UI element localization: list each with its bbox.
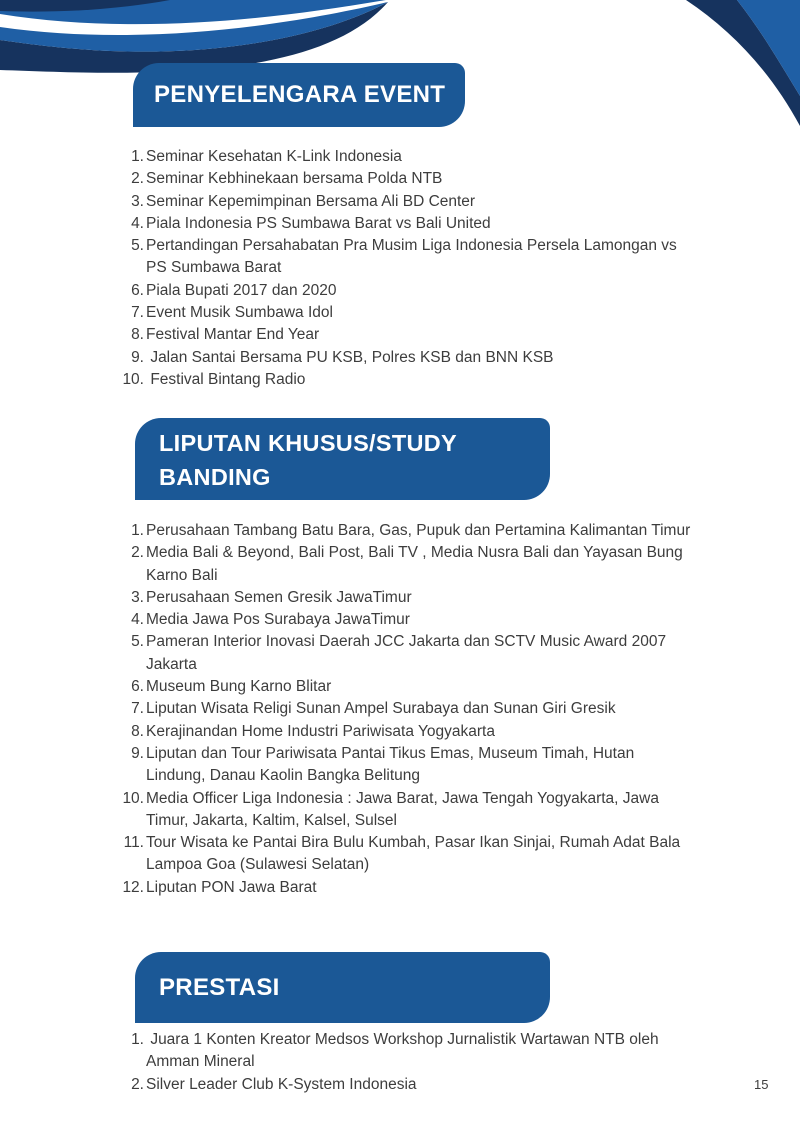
list-item — [115, 280, 697, 302]
item-text: Event Musik Sumbawa Idol — [146, 304, 333, 322]
item-number: 4. — [131, 611, 144, 629]
item-number: 2. — [131, 544, 144, 562]
item-text: Festival Mantar End Year — [146, 326, 320, 344]
list-item — [115, 302, 697, 324]
list-item — [115, 788, 697, 833]
list-item — [115, 1074, 697, 1096]
item-text: Seminar Kebhinekaan bersama Polda NTB — [146, 170, 443, 188]
list-item — [115, 743, 697, 788]
item-number: 8. — [131, 326, 144, 344]
item-number: 7. — [131, 304, 144, 322]
item-number: 3. — [131, 588, 144, 606]
section-title: PRESTASI — [159, 973, 280, 1001]
item-text: Media Officer Liga Indonesia : Jawa Barat, Jawa Tengah Yogyakarta, Jawa Timur, Jakarta, Kaltim, Kalsel, Sulsel — [146, 789, 663, 829]
section-title: LIPUTAN KHUSUS/STUDY BANDING — [159, 430, 457, 490]
liputan-list — [115, 520, 697, 899]
list-item — [115, 832, 697, 877]
item-number: 1. — [131, 148, 144, 165]
list-item — [115, 587, 697, 609]
list-item — [115, 520, 697, 542]
list-item — [115, 168, 697, 190]
item-number: 3. — [131, 192, 144, 210]
item-text: Jalan Santai Bersama PU KSB, Polres KSB dan BNN KSB — [146, 348, 554, 366]
section-header-prestasi — [135, 952, 550, 1023]
item-text: Seminar Kesehatan K-Link Indonesia — [146, 148, 402, 165]
list-item — [115, 542, 697, 587]
list-item — [115, 721, 697, 743]
item-number: 4. — [131, 214, 144, 232]
list-item — [115, 324, 697, 346]
item-text: Pertandingan Persahabatan Pra Musim Liga Indonesia Persela Lamongan vs PS Sumbawa Barat — [146, 237, 682, 277]
list-item — [115, 631, 697, 676]
section-header-liputan-khusus — [135, 418, 550, 500]
list-item — [115, 146, 697, 168]
item-text: Seminar Kepemimpinan Bersama Ali BD Center — [146, 192, 476, 210]
list-item — [115, 369, 697, 391]
item-text: Media Bali & Beyond, Bali Post, Bali TV , Media Nusra Bali dan Yayasan Bung Karno Bali — [146, 544, 688, 584]
list-item — [115, 676, 697, 698]
item-text: Liputan PON Jawa Barat — [146, 878, 317, 896]
item-number: 5. — [131, 237, 144, 255]
list-item — [115, 191, 697, 213]
item-number: 6. — [131, 281, 144, 299]
item-text: Silver Leader Club K-System Indonesia — [146, 1075, 417, 1093]
item-text: Tour Wisata ke Pantai Bira Bulu Kumbah, Pasar Ikan Sinjai, Rumah Adat Bala Lampoa Goa (Sulawesi Selatan) — [146, 834, 685, 874]
list-item — [115, 698, 697, 720]
item-text: Liputan Wisata Religi Sunan Ampel Surabaya dan Sunan Giri Gresik — [146, 700, 616, 718]
item-number: 5. — [131, 633, 144, 651]
item-number: 10. — [122, 370, 144, 388]
event-list — [115, 146, 697, 391]
item-text: Liputan dan Tour Pariwisata Pantai Tikus Emas, Museum Timah, Hutan Lindung, Danau Kaolin Bangka Belitung — [146, 744, 639, 785]
item-text: Perusahaan Semen Gresik JawaTimur — [146, 588, 412, 606]
item-text: Juara 1 Konten Kreator Medsos Workshop Jurnalistik Wartawan NTB oleh Amman Mineral — [146, 1031, 663, 1071]
item-text: Pameran Interior Inovasi Daerah JCC Jakarta dan SCTV Music Award 2007 Jakarta — [146, 633, 671, 673]
item-text: Media Jawa Pos Surabaya JawaTimur — [146, 611, 410, 629]
item-number: 9. — [131, 744, 144, 762]
item-text: Piala Bupati 2017 dan 2020 — [146, 281, 337, 299]
item-number: 10. — [122, 789, 144, 807]
item-text: Festival Bintang Radio — [146, 370, 306, 388]
item-number: 2. — [131, 1075, 144, 1093]
page-number: 15 — [754, 1077, 769, 1092]
item-text: Piala Indonesia PS Sumbawa Barat vs Bali United — [146, 214, 491, 232]
list-item — [115, 235, 697, 280]
item-number: 6. — [131, 678, 144, 696]
item-number: 7. — [131, 700, 144, 718]
item-number: 12. — [122, 878, 144, 896]
item-number: 8. — [131, 722, 144, 740]
item-text: Perusahaan Tambang Batu Bara, Gas, Pupuk dan Pertamina Kalimantan Timur — [146, 522, 691, 539]
prestasi-list — [115, 1029, 697, 1096]
section-header-penyelengara-event — [133, 63, 465, 127]
item-text: Kerajinandan Home Industri Pariwisata Yogyakarta — [146, 722, 495, 740]
item-number: 1. — [131, 1031, 144, 1048]
list-item — [115, 1029, 697, 1074]
list-item — [115, 213, 697, 235]
item-number: 1. — [131, 522, 144, 539]
item-text: Museum Bung Karno Blitar — [146, 678, 332, 696]
list-item — [115, 609, 697, 631]
list-item — [115, 877, 697, 899]
section-title: PENYELENGARA EVENT — [154, 81, 446, 108]
item-number: 2. — [131, 170, 144, 188]
list-item — [115, 347, 697, 369]
item-number: 9. — [131, 348, 144, 366]
item-number: 11. — [123, 834, 144, 852]
